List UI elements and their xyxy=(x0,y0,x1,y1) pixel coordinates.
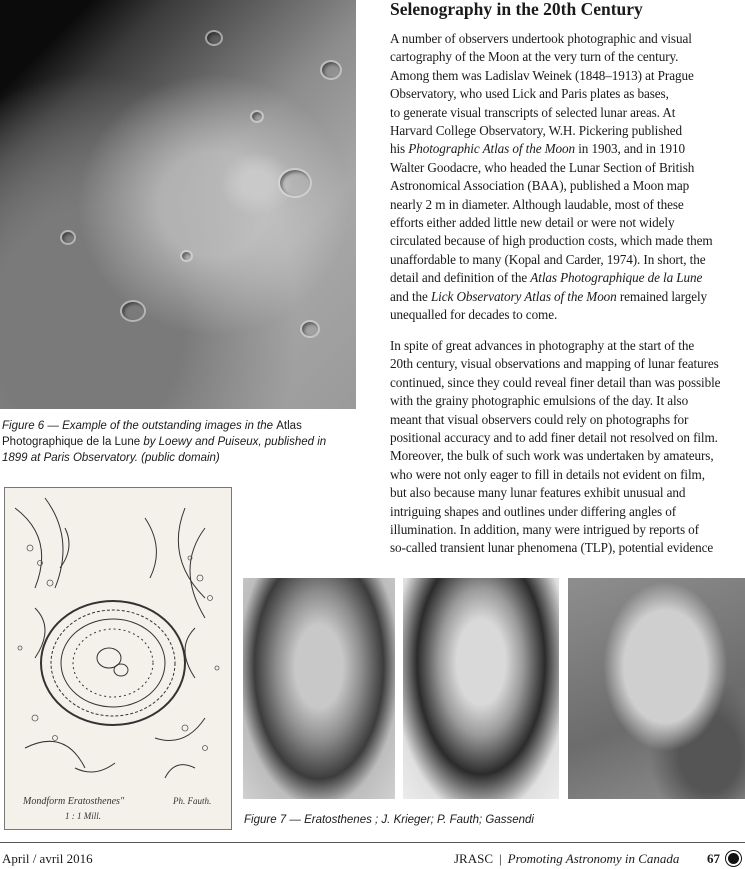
text-segment: A number of observers undertook photographic and visual xyxy=(390,31,692,46)
text-segment: so-called transient lunar phenomena (TLP), potential evidence xyxy=(390,540,714,556)
text-line xyxy=(390,140,742,158)
drawing-scale: 1 : 1 Mill. xyxy=(65,811,101,821)
text-segment: Observatory, who used Lick and Paris plates as bases, xyxy=(390,86,669,102)
text-line xyxy=(390,503,742,521)
text-line xyxy=(390,214,742,232)
text-segment: nearly 2 m in diameter. Although laudable, most of these xyxy=(390,196,684,212)
eratosthenes-drawing xyxy=(4,487,232,830)
text-line xyxy=(390,251,742,269)
text-line xyxy=(390,288,742,306)
text-line xyxy=(390,411,742,429)
text-line xyxy=(390,306,742,324)
text-segment: Harvard College Observatory, W.H. Pickering published xyxy=(390,123,682,139)
figure-6-moon-photo xyxy=(0,0,356,409)
text-segment: Among them was Ladislav Weinek (1848–1913) at Prague xyxy=(390,67,694,83)
text-line xyxy=(390,104,742,122)
journal-tagline: Promoting Astronomy in Canada xyxy=(507,851,680,866)
text-segment: efforts either added little new detail or were not widely xyxy=(390,215,675,231)
text-line xyxy=(390,67,742,85)
text-segment: circulated because of high production costs, which made them xyxy=(390,233,713,249)
gassendi-photo xyxy=(568,578,745,799)
text-segment: cartography of the Moon at the very turn of the century. xyxy=(390,49,679,65)
text-line xyxy=(390,48,742,66)
text-line xyxy=(390,177,742,195)
footer-date: April / avril 2016 xyxy=(2,851,93,866)
text-line xyxy=(390,85,742,103)
text-segment: but also because many lunar features exhibit unusual and xyxy=(390,485,686,501)
text-line xyxy=(390,447,742,465)
drawing-inscription: Mondform Eratosthenes" xyxy=(23,796,125,807)
italic-title: Lick Observatory Atlas of the Moon xyxy=(430,288,617,304)
text-line xyxy=(390,30,742,48)
text-segment: detail and definition of the xyxy=(390,270,531,286)
text-segment: intriguing shapes and outlines under differing angles of xyxy=(390,503,677,519)
text-line xyxy=(390,232,742,250)
portrait-krieger-photo xyxy=(243,578,395,799)
text-segment: 20th century, visual observations and mapping of lunar features xyxy=(390,356,719,372)
paragraph-1 xyxy=(390,30,742,325)
page-marker-icon xyxy=(728,853,739,864)
text-line xyxy=(390,374,742,392)
text-line xyxy=(390,521,742,539)
text-segment: illumination. In addition, many were intrigued by reports of xyxy=(390,522,699,538)
italic-title: Photographic Atlas of the Moon xyxy=(408,141,576,157)
footer-journal xyxy=(454,851,679,867)
text-segment: Astronomical Association (BAA), published a Moon map xyxy=(390,178,690,194)
drawing-signature: Ph. Fauth. xyxy=(173,796,212,806)
text-segment: his xyxy=(390,141,409,157)
text-segment: remained largely xyxy=(616,288,708,304)
text-line xyxy=(390,392,742,410)
text-segment: In spite of great advances in photography at the start of the xyxy=(390,338,695,353)
text-segment: Moreover, the bulk of such work was undertaken by amateurs, xyxy=(390,448,714,464)
text-line xyxy=(390,466,742,484)
journal-name: JRASC xyxy=(454,851,494,866)
text-segment: meant that visual observers could rely on photographs for xyxy=(390,411,689,427)
text-segment: unaffordable to many (Kopal and Carder, 1974). In short, the xyxy=(390,251,706,267)
text-segment: who were not only eager to fill in details not evident on film, xyxy=(390,466,705,482)
figure-6-caption-text-end: by Loewy and Puiseux, published in 1899 at Paris Observatory. (public domain) xyxy=(2,436,327,464)
text-line xyxy=(390,159,742,177)
footer-rule xyxy=(0,842,745,843)
text-line xyxy=(390,269,742,287)
text-segment: in 1903, and in 1910 xyxy=(575,141,686,157)
text-line xyxy=(390,337,742,355)
paragraph-2 xyxy=(390,337,742,558)
page-number: 67 xyxy=(707,851,720,866)
figure-6-caption xyxy=(2,418,352,466)
text-line xyxy=(390,429,742,447)
text-segment: unequalled for decades to come. xyxy=(390,307,558,323)
text-segment: to generate visual transcripts of selected lunar areas. At xyxy=(390,104,676,120)
text-line xyxy=(390,196,742,214)
text-line xyxy=(390,539,742,557)
text-segment: Walter Goodacre, who headed the Lunar Section of British xyxy=(390,159,695,175)
figure-6-caption-text: Figure 6 — Example of the outstanding images in the xyxy=(2,420,277,432)
text-segment: continued, since they could reveal finer detail than was possible xyxy=(390,374,721,390)
footer-separator: | xyxy=(499,851,502,866)
figure-7-caption: Figure 7 — Eratosthenes ; J. Krieger; P. Fauth; Gassendi xyxy=(244,814,534,826)
text-line xyxy=(390,484,742,502)
article-heading: Selenography in the 20th Century xyxy=(390,0,643,19)
text-segment: with the grainy photographic emulsions of the day. It also xyxy=(390,393,689,409)
text-segment: and the xyxy=(390,288,431,304)
figure-6-caption-atlas-title: Atlas Photographique de la Lune xyxy=(2,420,302,448)
portrait-fauth-photo xyxy=(403,578,559,799)
text-segment: positional accuracy and to add finer detail not resolved on film. xyxy=(390,430,718,446)
text-line xyxy=(390,122,742,140)
text-line xyxy=(390,355,742,373)
italic-title: Atlas Photographique de la Lune xyxy=(530,270,703,286)
